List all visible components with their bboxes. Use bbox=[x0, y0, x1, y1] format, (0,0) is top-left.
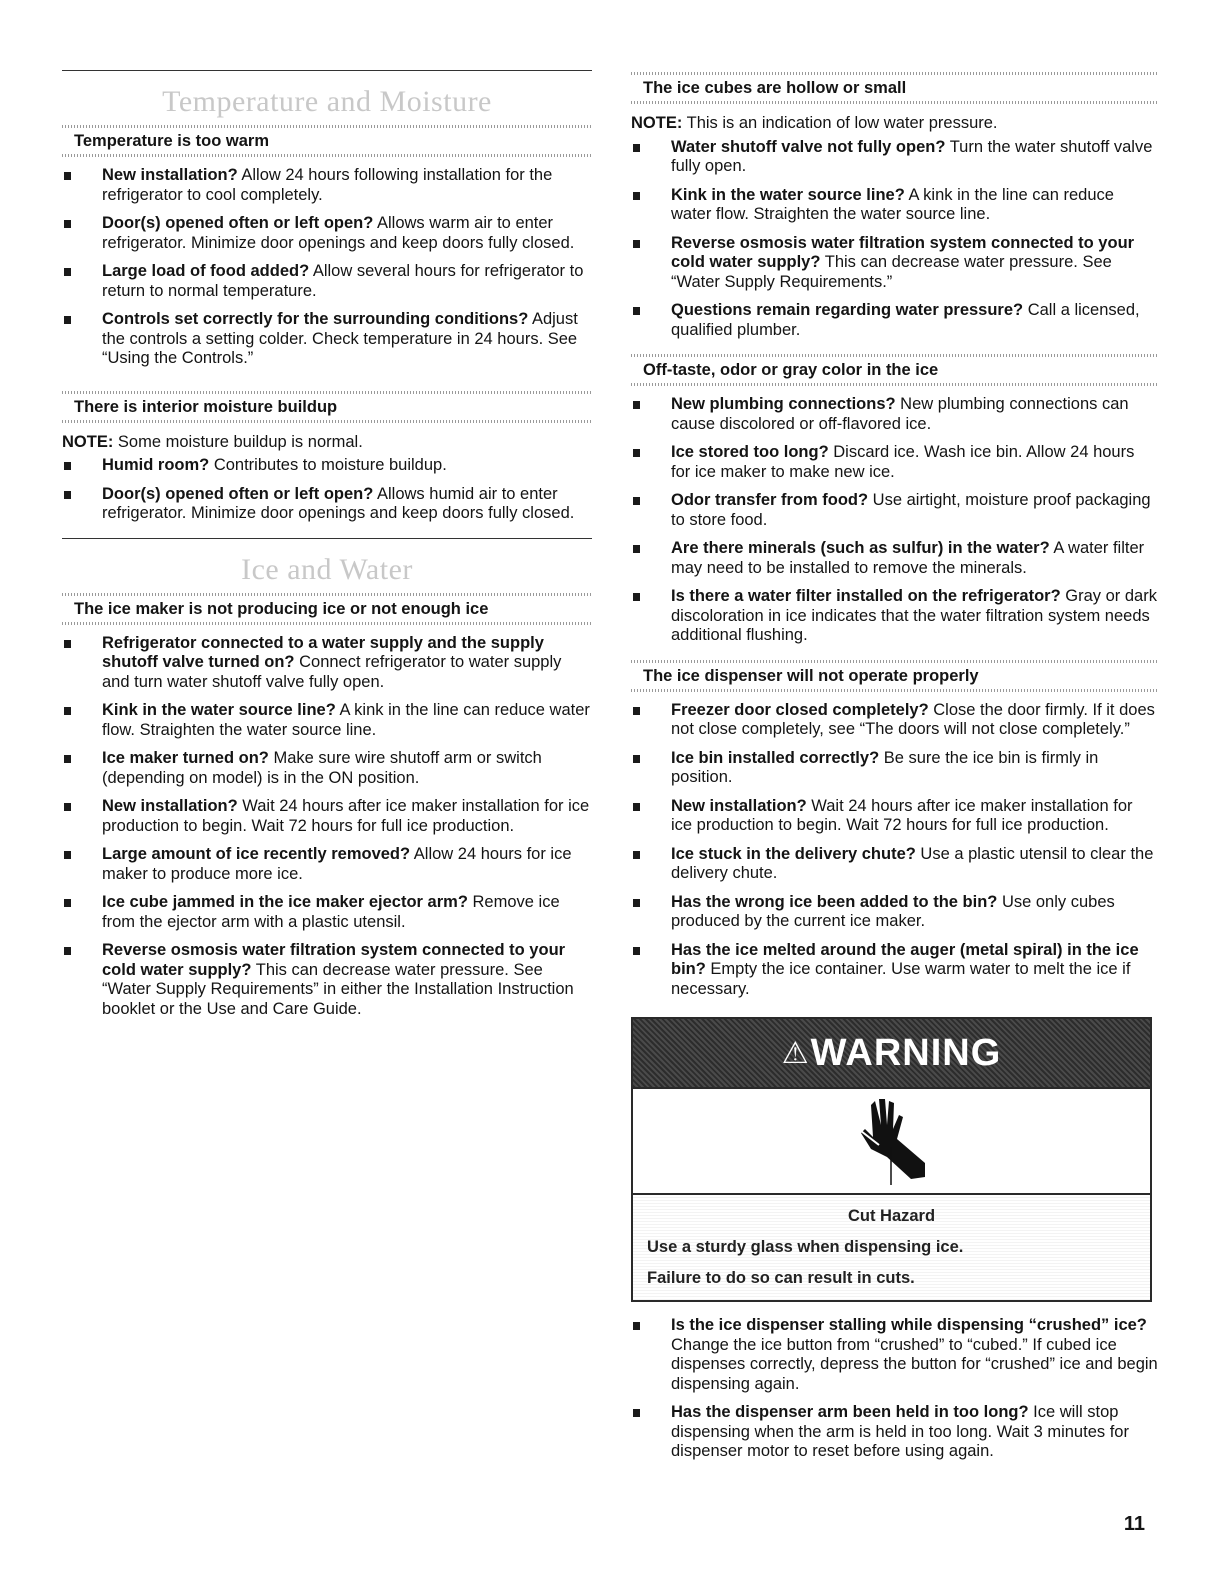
cause-answer: This can decrease water pressure. See “Water Supply Requirements.” bbox=[671, 253, 1112, 291]
cause-question: Has the wrong ice been added to the bin? bbox=[671, 892, 998, 911]
cause-answer: Turn the water shutoff valve fully open. bbox=[671, 137, 1153, 175]
dotted-rule bbox=[631, 354, 1158, 357]
cause-answer: A kink in the line can reduce water flow. Straighten the water source line. bbox=[671, 185, 1114, 223]
cause-item bbox=[631, 186, 1158, 225]
cause-item bbox=[631, 797, 1158, 836]
dotted-rule bbox=[631, 383, 1158, 386]
cause-question: Reverse osmosis water filtration system connected to your cold water supply? bbox=[102, 941, 566, 979]
cause-item bbox=[62, 166, 592, 205]
cause-item bbox=[631, 701, 1158, 740]
warning-title: WARNING bbox=[810, 1031, 1002, 1074]
cause-answer: A water filter may need to be installed to remove the minerals. bbox=[671, 539, 1145, 577]
dotted-rule bbox=[62, 391, 592, 394]
bullet-square-icon bbox=[64, 462, 71, 470]
cause-answer: Be sure the ice bin is firmly in position. bbox=[671, 748, 1099, 786]
cause-answer: Change the ice button from “crushed” to “cubed.” If cubed ice dispenses correctly, depress the button for “crushed” ice and begin dispensing again. bbox=[671, 1335, 1158, 1393]
cause-answer: Empty the ice container. Use warm water to melt the ice if necessary. bbox=[671, 960, 1131, 998]
cause-item bbox=[631, 845, 1158, 884]
bullet-square-icon bbox=[633, 947, 640, 955]
cause-question: Ice bin installed correctly? bbox=[671, 748, 880, 767]
cause-answer: Discard ice. Wash ice bin. Allow 24 hours for ice maker to make new ice. bbox=[671, 443, 1135, 481]
cause-answer: Close the door firmly. If it does not close completely, see “The doors will not close completely.” bbox=[671, 700, 1155, 738]
dotted-rule bbox=[62, 593, 592, 596]
cause-answer: Wait 24 hours after ice maker installation for ice production to begin. Wait 72 hours for full ice production. bbox=[671, 796, 1133, 834]
section-title-temperature: Temperature and Moisture bbox=[162, 85, 492, 118]
bullet-square-icon bbox=[633, 240, 640, 248]
warning-triangle-icon: ⚠ bbox=[781, 1036, 809, 1070]
cause-question: Kink in the water source line? bbox=[102, 701, 336, 719]
cause-item bbox=[631, 749, 1158, 788]
dotted-rule bbox=[62, 420, 592, 423]
bullet-square-icon bbox=[633, 1322, 640, 1330]
bullet-square-icon bbox=[633, 851, 640, 859]
bullet-square-icon bbox=[633, 899, 640, 907]
bullet-square-icon bbox=[64, 640, 71, 648]
bullet-square-icon bbox=[64, 851, 71, 859]
cause-answer: This can decrease water pressure. See “Water Supply Requirements” in either the Installation Instruction booklet or the Use and Care Guide. bbox=[102, 960, 574, 1018]
cause-item bbox=[631, 138, 1158, 177]
section-divider bbox=[62, 538, 592, 539]
note bbox=[62, 433, 592, 453]
cause-answer: Remove ice from the ejector arm with a plastic utensil. bbox=[102, 893, 560, 931]
cause-answer: Allows warm air to enter refrigerator. Minimize door openings and keep doors fully closed. bbox=[102, 214, 575, 252]
page-number: 11 bbox=[1123, 1513, 1145, 1535]
cause-item bbox=[62, 845, 592, 884]
hazard-title: Cut Hazard bbox=[847, 1207, 936, 1225]
cause-item bbox=[62, 941, 592, 1019]
problem-title: Temperature is too warm bbox=[74, 132, 269, 150]
cause-question: Refrigerator connected to a water supply and the supply shutoff valve turned on? bbox=[102, 633, 544, 671]
cause-answer: Allow 24 hours for ice maker to produce more ice. bbox=[102, 845, 572, 883]
dotted-rule bbox=[62, 125, 592, 128]
warning-box bbox=[631, 1017, 1152, 1302]
cause-list bbox=[631, 701, 1158, 1000]
bullet-square-icon bbox=[633, 755, 640, 763]
cause-item bbox=[62, 634, 592, 693]
bullet-square-icon bbox=[633, 1409, 640, 1417]
cause-list bbox=[631, 395, 1158, 646]
cause-list bbox=[631, 1316, 1158, 1462]
problem-off-taste bbox=[631, 354, 1158, 646]
problem-too-warm bbox=[62, 125, 592, 369]
dotted-rule bbox=[631, 689, 1158, 692]
bullet-square-icon bbox=[64, 755, 71, 763]
cause-question: Reverse osmosis water filtration system connected to your cold water supply? bbox=[671, 233, 1135, 271]
note-text: This is an indication of low water pressure. bbox=[682, 114, 998, 132]
bullet-square-icon bbox=[633, 707, 640, 715]
cause-question: Humid room? bbox=[102, 456, 210, 474]
bullet-square-icon bbox=[633, 803, 640, 811]
section-divider bbox=[62, 70, 592, 71]
cause-question: Controls set correctly for the surrounding conditions? bbox=[102, 310, 529, 328]
cause-question: Are there minerals (such as sulfur) in the water? bbox=[671, 539, 1050, 557]
warning-body bbox=[633, 1195, 1150, 1300]
bullet-square-icon bbox=[633, 401, 640, 409]
cause-question: Water shutoff valve not fully open? bbox=[671, 137, 946, 156]
bullet-square-icon bbox=[64, 947, 71, 955]
cause-item bbox=[62, 893, 592, 932]
problem-moisture bbox=[62, 391, 592, 524]
cause-list bbox=[62, 634, 592, 1020]
cause-item bbox=[62, 749, 592, 788]
cause-answer: Allow several hours for refrigerator to return to normal temperature. bbox=[102, 262, 584, 300]
bullet-square-icon bbox=[64, 316, 71, 324]
cause-question: Door(s) opened often or left open? bbox=[102, 214, 374, 232]
dotted-rule bbox=[62, 622, 592, 625]
cause-question: Has the dispenser arm been held in too long? bbox=[671, 1403, 1029, 1421]
cause-item bbox=[62, 214, 592, 253]
cause-question: Kink in the water source line? bbox=[671, 185, 905, 204]
cause-item bbox=[631, 539, 1158, 578]
cause-answer: Adjust the controls a setting colder. Check temperature in 24 hours. See “Using the Controls.” bbox=[102, 310, 578, 367]
bullet-square-icon bbox=[64, 707, 71, 715]
note-text: Some moisture buildup is normal. bbox=[113, 432, 363, 451]
cause-answer: Gray or dark discoloration in ice indicates that the water filtration system needs additional flushing. bbox=[671, 587, 1157, 644]
cause-item bbox=[62, 701, 592, 740]
problem-hollow-cubes bbox=[631, 72, 1158, 340]
warning-header bbox=[633, 1019, 1150, 1089]
problem-title: Off-taste, odor or gray color in the ice bbox=[643, 361, 939, 379]
cause-question: New installation? bbox=[671, 796, 807, 815]
cause-answer: A kink in the line can reduce water flow. Straighten the water source line. bbox=[102, 701, 590, 739]
note-label: NOTE: bbox=[62, 432, 114, 451]
section-title-ice-water: Ice and Water bbox=[241, 552, 413, 586]
cause-question: Door(s) opened often or left open? bbox=[102, 484, 374, 503]
cause-question: Ice stuck in the delivery chute? bbox=[671, 844, 916, 863]
bullet-square-icon bbox=[633, 449, 640, 457]
cause-answer: Contributes to moisture buildup. bbox=[209, 456, 447, 474]
cause-answer: New plumbing connections can cause discolored or off-flavored ice. bbox=[671, 395, 1129, 433]
cause-item bbox=[62, 797, 592, 836]
cause-question: Is there a water filter installed on the refrigerator? bbox=[671, 587, 1061, 605]
cause-question: New installation? bbox=[102, 797, 238, 815]
cause-item bbox=[62, 456, 592, 476]
cause-question: Large amount of ice recently removed? bbox=[102, 845, 411, 863]
cause-answer: Make sure wire shutoff arm or switch (depending on model) is in the ON position. bbox=[102, 749, 542, 787]
cause-answer: Ice will stop dispensing when the arm is held in too long. Wait 3 minutes for dispenser motor to reset before using again. bbox=[671, 1403, 1129, 1460]
cause-question: Freezer door closed completely? bbox=[671, 700, 929, 719]
left-column bbox=[62, 70, 592, 1033]
cause-question: New installation? bbox=[102, 166, 238, 184]
cause-item bbox=[631, 1403, 1158, 1462]
cause-list bbox=[62, 166, 592, 369]
bullet-square-icon bbox=[64, 803, 71, 811]
cause-item bbox=[631, 893, 1158, 932]
cause-item bbox=[631, 301, 1158, 340]
cause-question: Odor transfer from food? bbox=[671, 491, 869, 509]
warning-instruction: Use a sturdy glass when dispensing ice. bbox=[647, 1238, 964, 1256]
cause-item bbox=[62, 262, 592, 301]
cause-question: Questions remain regarding water pressure? bbox=[671, 301, 1024, 319]
bullet-square-icon bbox=[64, 491, 71, 499]
bullet-square-icon bbox=[633, 192, 640, 200]
bullet-square-icon bbox=[64, 220, 71, 228]
cause-question: Has the ice melted around the auger (metal spiral) in the ice bin? bbox=[671, 940, 1139, 978]
bullet-square-icon bbox=[633, 593, 640, 601]
cause-question: Ice cube jammed in the ice maker ejector arm? bbox=[102, 893, 468, 911]
cause-item bbox=[631, 395, 1158, 434]
bullet-square-icon bbox=[64, 268, 71, 276]
cause-item bbox=[631, 941, 1158, 1000]
cause-item bbox=[62, 485, 592, 524]
bullet-square-icon bbox=[633, 144, 640, 152]
cause-answer: Allows humid air to enter refrigerator. Minimize door openings and keep doors fully closed. bbox=[102, 484, 575, 522]
cut-hazard-hand-icon bbox=[633, 1089, 1150, 1195]
note-label: NOTE: bbox=[631, 114, 683, 132]
bullet-square-icon bbox=[64, 899, 71, 907]
cause-item bbox=[631, 443, 1158, 482]
bullet-square-icon bbox=[633, 545, 640, 553]
right-column bbox=[631, 72, 1158, 1476]
bullet-square-icon bbox=[633, 497, 640, 505]
cause-answer: Call a licensed, qualified plumber. bbox=[671, 301, 1140, 339]
cause-answer: Use airtight, moisture proof packaging to store food. bbox=[671, 491, 1151, 529]
bullet-square-icon bbox=[64, 172, 71, 180]
problem-title: The ice dispenser will not operate properly bbox=[643, 666, 979, 685]
cause-answer: Use a plastic utensil to clear the delivery chute. bbox=[671, 844, 1154, 882]
cause-answer: Connect refrigerator to water supply and turn water shutoff valve fully open. bbox=[102, 653, 562, 691]
cause-answer: Wait 24 hours after ice maker installation for ice production to begin. Wait 72 hours for full ice production. bbox=[102, 797, 590, 835]
cause-question: New plumbing connections? bbox=[671, 395, 896, 413]
dotted-rule bbox=[631, 101, 1158, 104]
cause-item bbox=[62, 310, 592, 369]
cause-item bbox=[631, 234, 1158, 293]
cause-item bbox=[631, 491, 1158, 530]
note bbox=[631, 114, 1158, 134]
cause-question: Large load of food added? bbox=[102, 262, 310, 280]
cause-list bbox=[631, 138, 1158, 341]
dotted-rule bbox=[631, 660, 1158, 663]
problem-dispenser bbox=[631, 660, 1158, 1462]
cause-question: Ice stored too long? bbox=[671, 443, 829, 461]
problem-title: There is interior moisture buildup bbox=[74, 397, 338, 416]
bullet-square-icon bbox=[633, 307, 640, 315]
cause-question: Ice maker turned on? bbox=[102, 749, 269, 767]
dotted-rule bbox=[631, 72, 1158, 75]
warning-consequence: Failure to do so can result in cuts. bbox=[647, 1269, 915, 1287]
cause-answer: Allow 24 hours following installation for the refrigerator to cool completely. bbox=[102, 166, 553, 204]
problem-title: The ice cubes are hollow or small bbox=[643, 79, 907, 97]
cause-list bbox=[62, 456, 592, 524]
problem-not-producing bbox=[62, 593, 592, 1020]
cause-question: Is the ice dispenser stalling while dispensing “crushed” ice? bbox=[671, 1316, 1147, 1334]
problem-title: The ice maker is not producing ice or not enough ice bbox=[74, 599, 489, 618]
dotted-rule bbox=[62, 154, 592, 157]
cause-item bbox=[631, 1316, 1158, 1394]
cause-item bbox=[631, 587, 1158, 646]
cause-answer: Use only cubes produced by the current ice maker. bbox=[671, 892, 1115, 930]
